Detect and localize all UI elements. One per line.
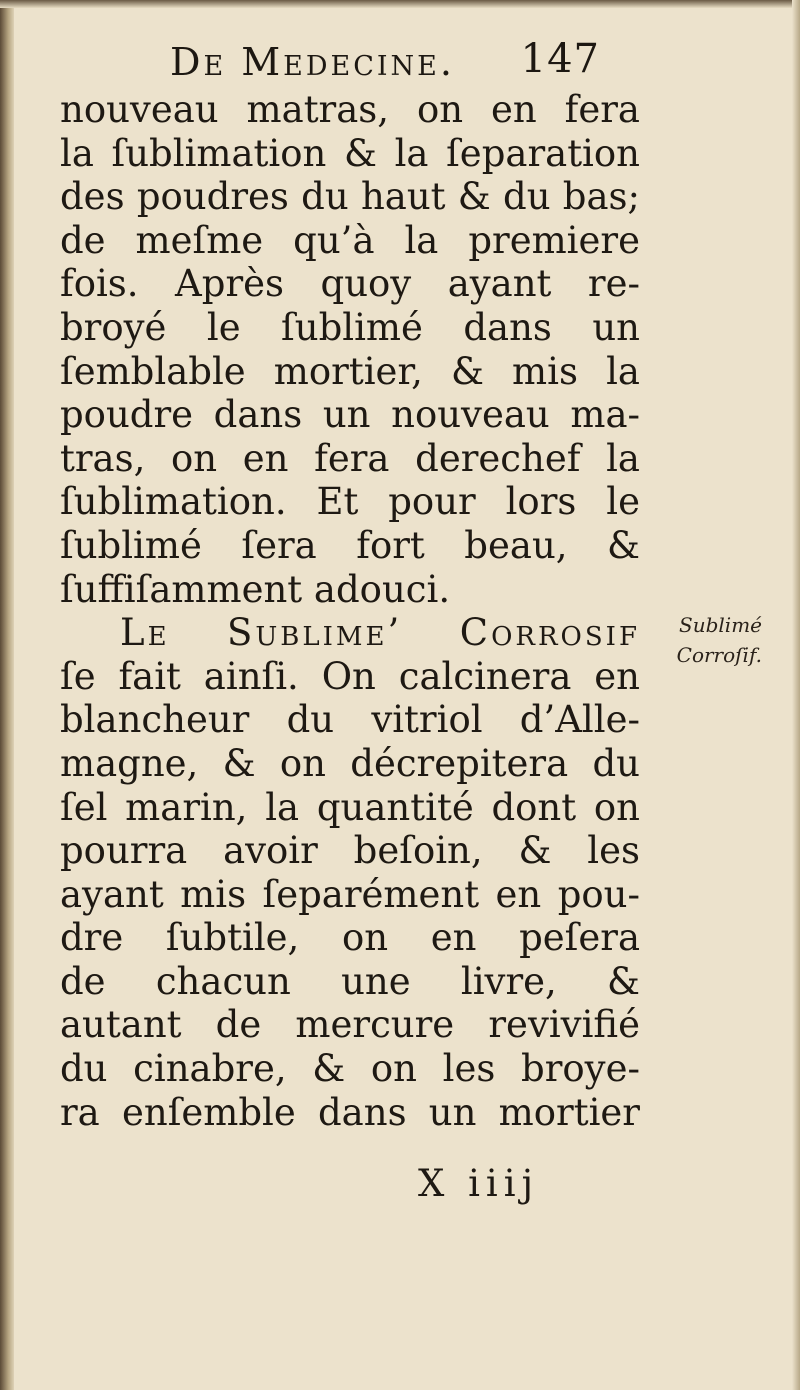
page-number: 147 — [520, 36, 600, 82]
text-line: broyé le ſublimé dans un — [60, 305, 640, 349]
text-line: ſel marin, la quantité dont on — [60, 785, 640, 829]
text-line: blancheur du vitriol d’Alle- — [60, 698, 640, 742]
text-line: autant de mercure revivifié — [60, 1003, 640, 1047]
text-line: de chacun une livre, & — [60, 959, 640, 1003]
text-line: ſublimé ſera fort beau, & — [60, 523, 640, 567]
text-line: pourra avoir beſoin, & les — [60, 829, 640, 873]
text-line: de meſme qu’à la premiere — [60, 218, 640, 262]
text-line: tras, on en fera derechef la — [60, 436, 640, 480]
text-line: magne, & on décrepitera du — [60, 741, 640, 785]
marginal-note-line: Sublimé — [679, 613, 762, 637]
text-line: dre ſubtile, on en peſera — [60, 916, 640, 960]
page-right-edge — [792, 0, 800, 1390]
page-header — [170, 36, 600, 96]
text-line: ſublimation. Et pour lors le — [60, 480, 640, 524]
text-line: fois. Après quoy ayant re- — [60, 262, 640, 306]
text-line: des poudres du haut & du bas; — [60, 175, 640, 219]
text-line: ayant mis ſeparément en pou- — [60, 872, 640, 916]
signature-mark: X iiij — [418, 1162, 540, 1205]
text-line: la ſublimation & la ſeparation — [60, 131, 640, 175]
marginal-note-line: Corroſif. — [676, 643, 762, 667]
section-heading-line: Le Sublime’ Corrosif — [120, 611, 640, 655]
page-binding-shadow — [0, 0, 14, 1390]
text-line: ra enſemble dans un mortier — [60, 1090, 640, 1134]
text-line: nouveau matras, on en fera — [60, 88, 640, 131]
text-line: ſuffiſamment adouci. — [60, 567, 451, 611]
text-line: ſemblable mortier, & mis la — [60, 349, 640, 393]
body-text — [60, 88, 640, 1134]
page-top-edge — [0, 0, 800, 8]
text-line: ſe fait ainſi. On calcinera en — [60, 654, 640, 698]
text-line: poudre dans un nouveau ma- — [60, 393, 640, 437]
text-line: du cinabre, & on les broye- — [60, 1047, 640, 1091]
marginal-note — [632, 610, 762, 670]
running-title: De Medecine. — [170, 40, 455, 84]
